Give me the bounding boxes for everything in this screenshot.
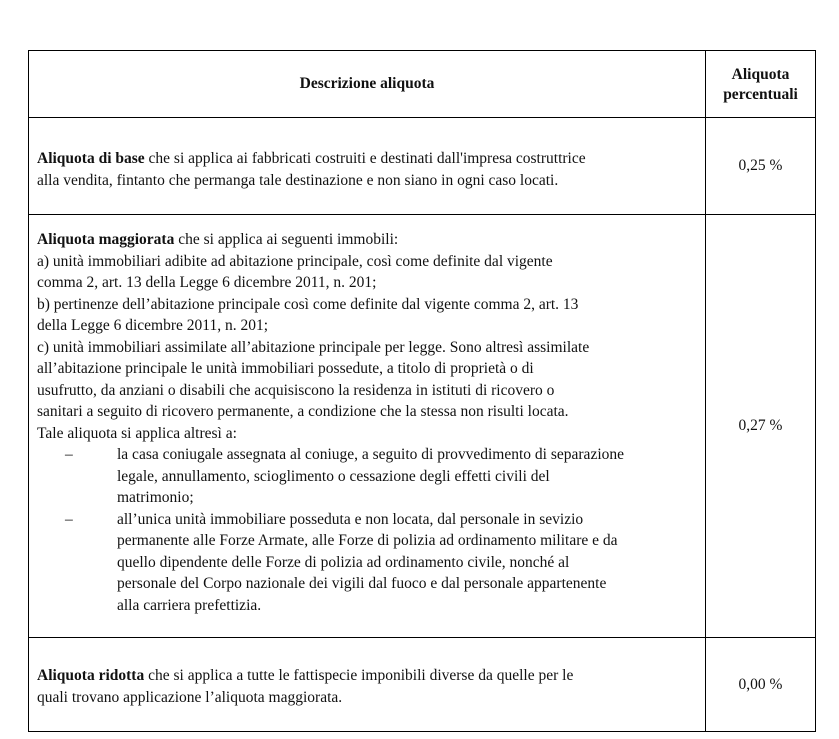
header-descrizione: Descrizione aliquota (29, 51, 706, 118)
title-aliquota-maggiorata: Aliquota maggiorata (37, 231, 175, 248)
desc-magg-line8: sanitari a seguito di ricovero permanente, a condizione che la stessa non risulti locata. (37, 403, 569, 420)
table-row-aliquota-ridotta (29, 638, 816, 732)
aliquote-table (28, 50, 816, 732)
desc-magg-line4: della Legge 6 dicembre 2011, n. 201; (37, 317, 268, 334)
desc-ridotta-line1 (37, 665, 695, 687)
rate-cell-base: 0,25 % (706, 118, 816, 215)
desc-ridotta-line2: quali trovano applicazione l’aliquota maggiorata. (37, 688, 343, 706)
desc-magg-title-rest: che si applica ai seguenti immobili: (174, 231, 399, 248)
bullet-item-casa-coniugale (37, 444, 695, 509)
table-row-aliquota-maggiorata (29, 215, 816, 638)
desc-magg-line7: usufrutto, da anziani o disabili che acquisiscono la residenza in istituti di ricovero o (37, 381, 555, 399)
table-header-row (29, 51, 816, 118)
bullet2-line2: permanente alle Forze Armate, alle Forze di polizia ad ordinamento militare e da (117, 532, 618, 549)
desc-magg-line1: a) unità immobiliari adibite ad abitazione principale, così come definite dal vigente (37, 252, 553, 270)
desc-magg-line3: b) pertinenze dell’abitazione principale così come definite dal vigente comma 2, art. 13 (37, 295, 579, 313)
title-aliquota-ridotta: Aliquota ridotta (37, 667, 145, 684)
desc-base-line2: alla vendita, fintanto che permanga tale destinazione e non siano in ogni caso locati. (37, 171, 559, 189)
header-aliquota (706, 51, 816, 118)
bullet-text-casa-coniugale (87, 444, 624, 509)
table-row-aliquota-base (29, 118, 816, 215)
bullet2-line3: quello dipendente delle Forze di polizia ad ordinamento civile, nonché al (117, 553, 570, 571)
desc-cell-base (29, 118, 706, 215)
desc-ridotta-text1: che si applica a tutte le fattispecie imponibili diverse da quelle per le (144, 667, 574, 684)
title-aliquota-base: Aliquota di base (37, 150, 145, 167)
bullet1-line2: legale, annullamento, scioglimento o cessazione degli effetti civili del (117, 467, 550, 485)
bullet1-line3: matrimonio; (117, 489, 194, 506)
bullet2-line4: personale del Corpo nazionale dei vigili dal fuoco e dal personale appartenente (117, 575, 607, 592)
rate-cell-ridotta: 0,00 % (706, 638, 816, 732)
bullet-item-unica-unita (37, 509, 695, 617)
bullet2-line5: alla carriera prefettizia. (117, 596, 262, 614)
desc-magg-line9: Tale aliquota si applica altresì a: (37, 424, 237, 442)
rate-cell-maggiorata: 0,27 % (706, 215, 816, 638)
desc-base-text1: che si applica ai fabbricati costruiti e destinati dall'impresa costruttrice (144, 150, 586, 167)
header-aliquota-line2: percentuali (723, 86, 798, 103)
header-aliquota-line1: Aliquota (731, 66, 790, 83)
desc-magg-line0 (37, 229, 695, 251)
dash-marker: – (65, 510, 73, 528)
desc-base-line1 (37, 148, 695, 170)
bullet2-line1: all’unica unità immobiliare posseduta e non locata, dal personale in sevizio (117, 510, 584, 528)
bullet1-line1: la casa coniugale assegnata al coniuge, a seguito di provvedimento di separazione (117, 446, 625, 463)
desc-magg-line6: all’abitazione principale le unità immobiliari possedute, a titolo di proprietà o di (37, 360, 534, 377)
desc-magg-line5: c) unità immobiliari assimilate all’abitazione principale per legge. Sono altresì assimilate (37, 338, 590, 356)
desc-cell-maggiorata (29, 215, 706, 638)
bullet-text-unica-unita (87, 509, 618, 617)
dash-marker: – (65, 446, 73, 463)
desc-magg-line2: comma 2, art. 13 della Legge 6 dicembre 2011, n. 201; (37, 274, 377, 291)
desc-cell-ridotta (29, 638, 706, 732)
